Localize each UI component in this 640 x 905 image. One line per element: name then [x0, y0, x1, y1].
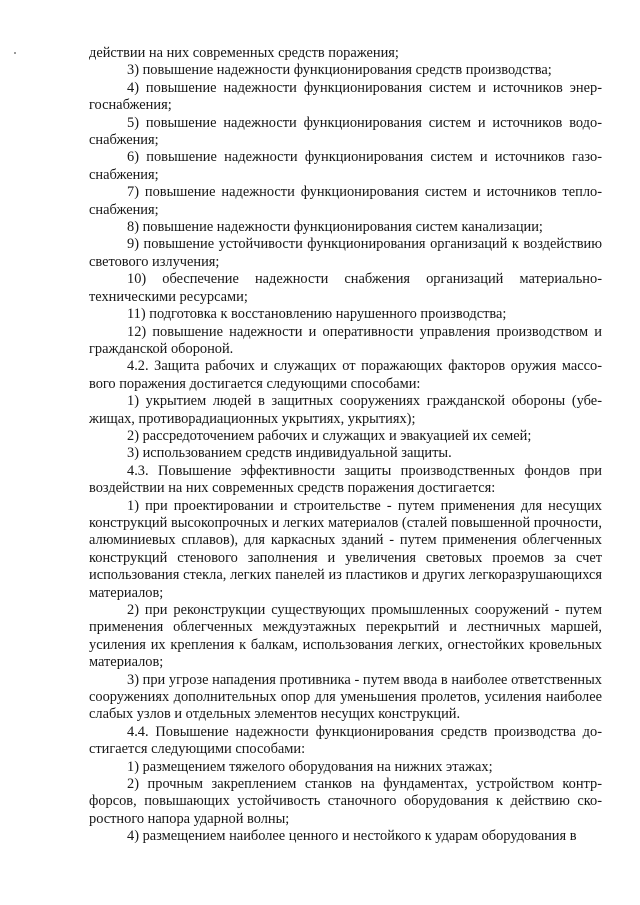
paragraph: 1) размещением тяжелого оборудования на нижних этажах;: [127, 758, 493, 775]
paragraph: 2) рассредоточением рабочих и служащих и эвакуацией их семей;: [127, 427, 532, 444]
paragraph: 1) укрытием людей в защитных сооружениях гражданской обороны (убежищах, противорадиационных укрытиях, укрытиях);: [89, 393, 602, 427]
paragraph: 9) повышение устойчивости функционирования организаций к воздействию светового излучения;: [89, 236, 602, 270]
paragraph: 3) повышение надежности функционирования средств производства;: [127, 62, 552, 79]
paragraph: 3) использованием средств индивидуальной защиты.: [127, 445, 452, 462]
paragraph: 11) подготовка к восстановлению нарушенного производства;: [127, 306, 507, 323]
paragraph: 2) при реконструкции существующих промышленных сооружений - путем применения облегченных междуэтажных перекрытий и лестничных маршей, усиления их крепления к балкам, использования легких, огнестойких кровельных материалов;: [89, 602, 602, 671]
paragraph: 4.3. Повышение эффективности защиты производственных фондов при воздействии на них современных средств поражения достигается:: [89, 462, 602, 497]
paragraph: 6) повышение надежности функционирования систем и источников газоснабжения;: [89, 149, 602, 183]
paragraph: 4) размещением наиболее ценного и нестойкого к ударам оборудования в: [127, 828, 577, 845]
document-body: [89, 45, 602, 846]
paragraph: 4.4. Повышение надежности функционирования средств производства достигается следующими способами:: [89, 723, 602, 758]
paragraph: 4.2. Защита рабочих и служащих от поражающих факторов оружия массового поражения достигается следующими способами:: [89, 358, 602, 392]
paragraph: 4) повышение надежности функционирования систем и источников энергоснабжения;: [89, 79, 602, 114]
paragraph: 3) при угрозе нападения противника - путем ввода в наиболее ответственных сооружениях дополнительных опор для уменьшения пролетов, усиления наиболее слабых узлов и отдельных элементов несущих конструкций.: [89, 671, 602, 723]
paragraph: 7) повышение надежности функционирования систем и источников теплоснабжения;: [89, 184, 602, 218]
paragraph: 5) повышение надежности функционирования систем и источников водоснабжения;: [89, 114, 602, 149]
paragraph: 2) прочным закреплением станков на фундаментах, устройством контрфорсов, повышающих устойчивость станочного оборудования к действию скоростного напора ударной волны;: [89, 776, 602, 827]
paragraph: 1) при проектировании и строительстве - путем применения для несущих конструкций высокопрочных и легких материалов (сталей повышенной прочности, алюминиевых сплавов), для каркасных зданий - путем применения облегченных конструкций стенового заполнения и увеличения световых проемов за счет использования стекла, легких панелей из пластиков и других легкоразрушающихся материалов;: [89, 497, 602, 601]
paragraph: действии на них современных средств поражения;: [89, 45, 399, 61]
scan-speck: [14, 52, 16, 54]
paragraph: 8) повышение надежности функционирования систем канализации;: [127, 219, 543, 236]
paragraph: 12) повышение надежности и оперативности управления производством и гражданской обороной.: [89, 323, 602, 357]
paragraph: 10) обеспечение надежности снабжения организаций материально-техническими ресурсами;: [89, 271, 602, 305]
